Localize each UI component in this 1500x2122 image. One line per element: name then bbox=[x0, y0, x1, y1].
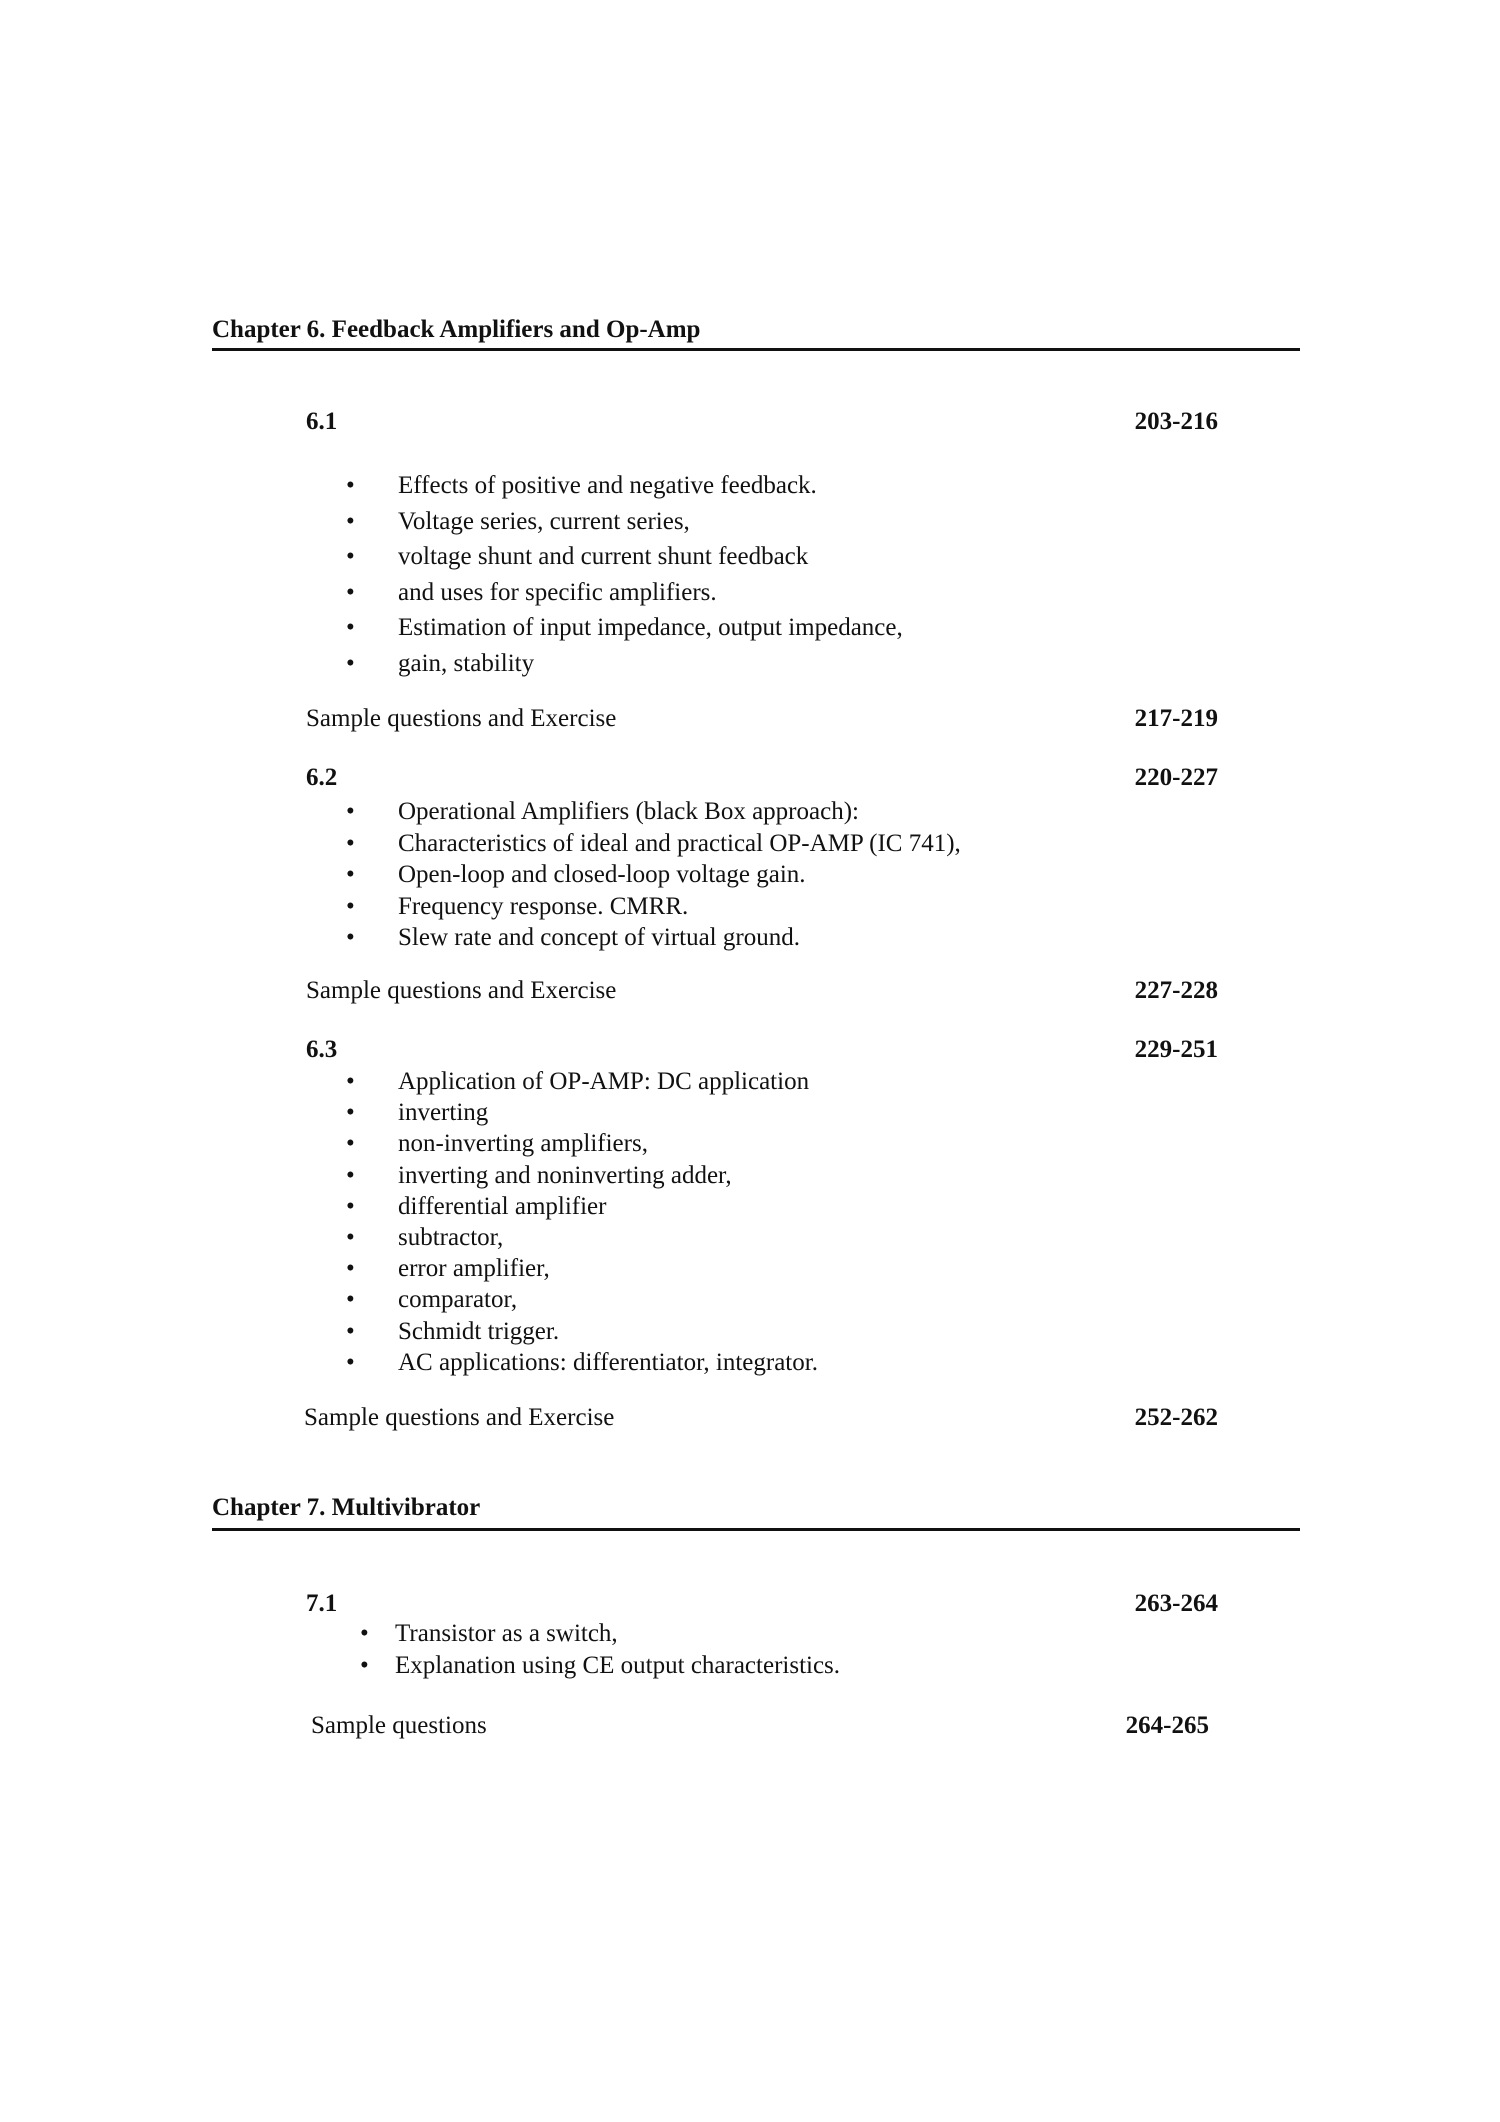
sample-pages: 217-219 bbox=[1134, 705, 1218, 732]
section-6-2-header bbox=[306, 766, 1218, 790]
topic-item: • Frequency response. CMRR. bbox=[346, 891, 961, 923]
section-6-2-sample-row bbox=[306, 978, 1218, 1004]
topic-item: • comparator, bbox=[346, 1284, 818, 1315]
topic-item: • Application of OP-AMP: DC application bbox=[346, 1066, 818, 1097]
topic-item: • subtractor, bbox=[346, 1222, 818, 1253]
topic-item: • differential amplifier bbox=[346, 1191, 818, 1222]
topic-item: • Slew rate and concept of virtual ground. bbox=[346, 922, 961, 954]
topic-item: • Characteristics of ideal and practical OP-AMP (IC 741), bbox=[346, 828, 961, 860]
section-6-3-topics bbox=[346, 1066, 818, 1378]
section-number: 6.3 bbox=[306, 1036, 338, 1063]
section-7-1-topics bbox=[360, 1618, 840, 1681]
topic-item: • Open-loop and closed-loop voltage gain. bbox=[346, 859, 961, 891]
topic-item: • Schmidt trigger. bbox=[346, 1316, 818, 1347]
section-6-3-header bbox=[306, 1038, 1218, 1062]
sample-pages: 264-265 bbox=[1125, 1712, 1209, 1739]
section-6-3-sample-row bbox=[304, 1405, 1218, 1431]
section-7-1-header bbox=[306, 1592, 1218, 1616]
chapter-6-rule bbox=[212, 348, 1300, 351]
sample-label: Sample questions and Exercise bbox=[306, 705, 617, 732]
topic-item: • Estimation of input impedance, output impedance, bbox=[346, 610, 903, 646]
section-6-1-topics bbox=[346, 468, 903, 681]
section-6-1-header bbox=[306, 410, 1218, 434]
chapter-6-title: Chapter 6. Feedback Amplifiers and Op-Amp bbox=[212, 316, 701, 343]
section-number: 6.2 bbox=[306, 764, 338, 791]
topic-item: • non-inverting amplifiers, bbox=[346, 1128, 818, 1159]
sample-label: Sample questions and Exercise bbox=[306, 977, 617, 1004]
sample-label: Sample questions and Exercise bbox=[304, 1404, 615, 1431]
sample-pages: 227-228 bbox=[1134, 977, 1218, 1004]
section-pages: 263-264 bbox=[1134, 1590, 1218, 1617]
section-6-2-topics bbox=[346, 796, 961, 954]
topic-item: • inverting bbox=[346, 1097, 818, 1128]
topic-item: • Voltage series, current series, bbox=[346, 504, 903, 540]
section-7-1-sample-row bbox=[311, 1713, 1209, 1739]
topic-item: • Transistor as a switch, bbox=[360, 1618, 840, 1650]
section-number: 6.1 bbox=[306, 408, 338, 435]
section-pages: 220-227 bbox=[1134, 764, 1218, 791]
section-6-1-sample-row bbox=[306, 706, 1218, 732]
topic-item: • error amplifier, bbox=[346, 1253, 818, 1284]
sample-label: Sample questions bbox=[311, 1712, 487, 1739]
section-pages: 203-216 bbox=[1134, 408, 1218, 435]
topic-item: • inverting and noninverting adder, bbox=[346, 1160, 818, 1191]
topic-item: • Effects of positive and negative feedback. bbox=[346, 468, 903, 504]
topic-item: • Explanation using CE output characteristics. bbox=[360, 1650, 840, 1682]
section-pages: 229-251 bbox=[1134, 1036, 1218, 1063]
topic-item: • AC applications: differentiator, integrator. bbox=[346, 1347, 818, 1378]
chapter-7-rule bbox=[212, 1528, 1300, 1531]
chapter-7-title: Chapter 7. Multivibrator bbox=[212, 1494, 481, 1521]
section-number: 7.1 bbox=[306, 1590, 338, 1617]
topic-item: • Operational Amplifiers (black Box approach): bbox=[346, 796, 961, 828]
topic-item: • and uses for specific amplifiers. bbox=[346, 575, 903, 611]
topic-item: • voltage shunt and current shunt feedback bbox=[346, 539, 903, 575]
topic-item: • gain, stability bbox=[346, 646, 903, 682]
sample-pages: 252-262 bbox=[1134, 1404, 1218, 1431]
